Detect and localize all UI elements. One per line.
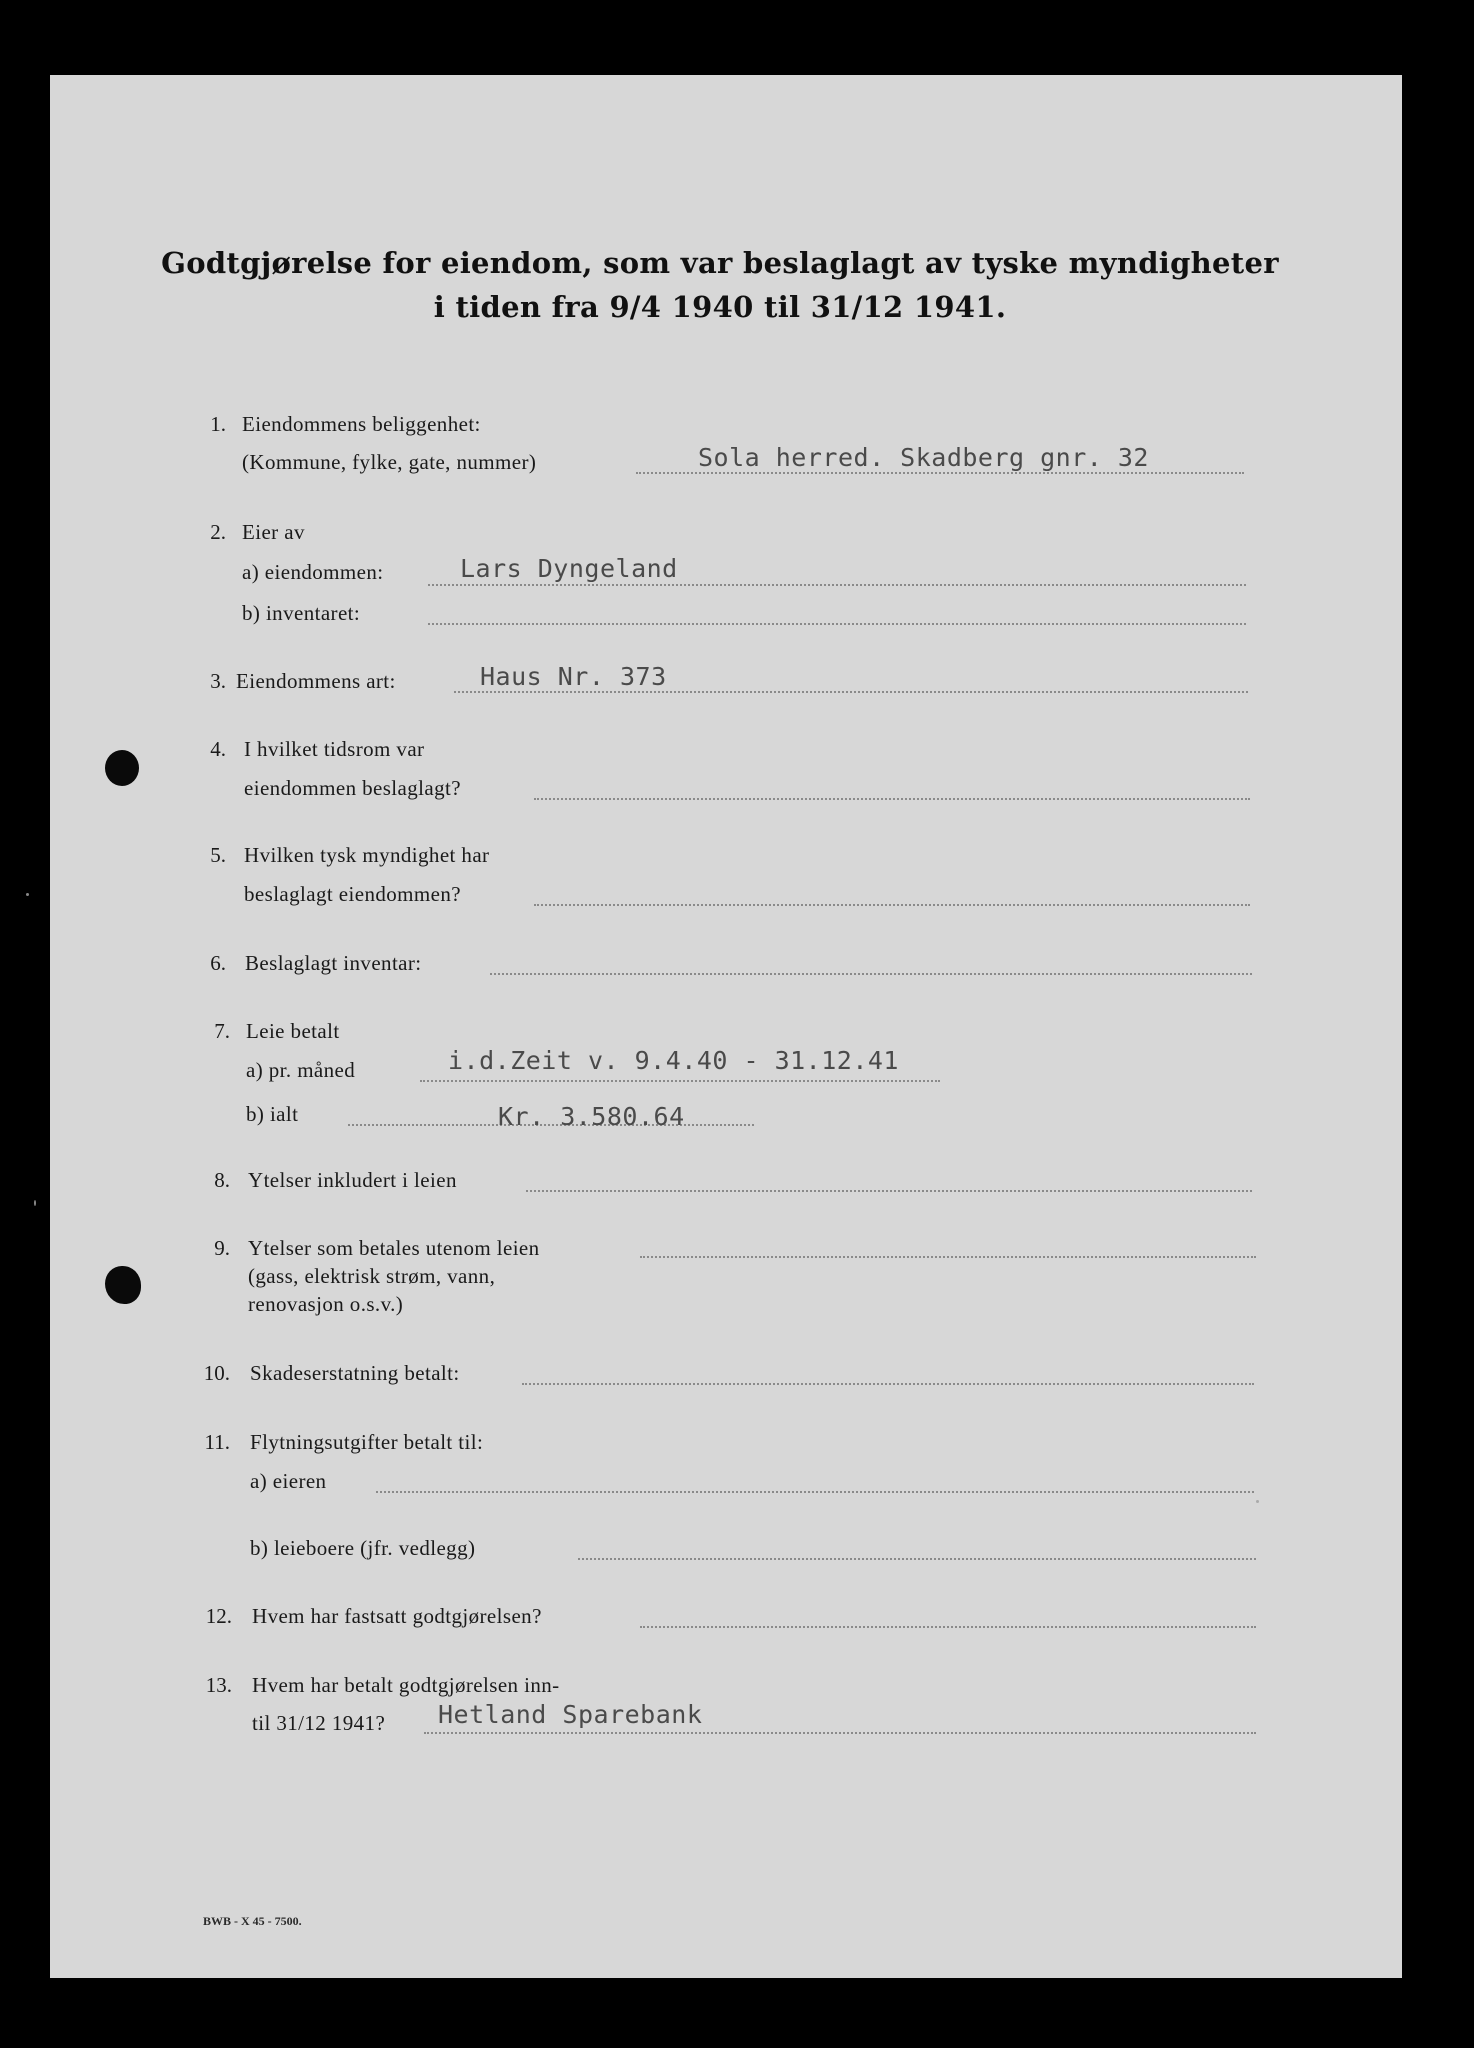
item-number: 9.	[214, 1236, 230, 1260]
item-3-fill-line	[454, 691, 1248, 693]
item-13-value: Hetland Sparebank	[438, 1700, 703, 1729]
punch-hole	[105, 750, 139, 786]
item-2-label: Eier av	[242, 520, 305, 544]
item-1-sublabel: (Kommune, fylke, gate, nummer)	[242, 450, 537, 474]
item-10-label: Skadeserstatning betalt:	[250, 1361, 460, 1385]
item-5-label: Hvilken tysk myndighet har	[244, 843, 490, 867]
item-9-sublabel-1: (gass, elektrisk strøm, vann,	[248, 1264, 496, 1288]
item-2a-value: Lars Dyngeland	[460, 554, 678, 583]
item-11-label: Flytningsutgifter betalt til:	[250, 1430, 484, 1454]
item-number: 12.	[205, 1604, 232, 1628]
item-4-sublabel: eiendommen beslaglagt?	[244, 776, 461, 800]
item-5-fill-line	[534, 904, 1250, 906]
item-7-label: Leie betalt	[246, 1019, 340, 1043]
print-code-footer: BWB - X 45 - 7500.	[203, 1914, 302, 1928]
item-number: 10.	[203, 1361, 230, 1385]
speck	[1256, 1500, 1259, 1503]
item-12-fill-line	[640, 1626, 1256, 1628]
item-number: 11.	[204, 1430, 230, 1454]
item-1-value: Sola herred. Skadberg gnr. 32	[698, 443, 1149, 472]
item-5-sublabel: beslaglagt eiendommen?	[244, 882, 461, 906]
item-6-fill-line	[490, 973, 1252, 975]
item-8-label: Ytelser inkludert i leien	[248, 1168, 457, 1192]
item-13-sublabel: til 31/12 1941?	[252, 1711, 386, 1735]
item-number: 1.	[210, 412, 226, 436]
item-number: 3.	[210, 669, 226, 693]
item-10-fill-line	[522, 1383, 1254, 1385]
item-11a-fill-line	[376, 1491, 1254, 1493]
item-11b-fill-line	[578, 1558, 1256, 1560]
item-7a-value: i.d.Zeit v. 9.4.40 - 31.12.41	[448, 1046, 899, 1075]
item-8-fill-line	[526, 1190, 1252, 1192]
form-title-line-1: Godtgjørelse for eiendom, som var beslaglagt av tyske myndigheter	[161, 246, 1279, 280]
item-4-label: I hvilket tidsrom var	[244, 737, 425, 761]
form-title-line-2: i tiden fra 9/4 1940 til 31/12 1941.	[433, 290, 1007, 324]
item-11a-label: a) eieren	[250, 1469, 327, 1493]
speck	[26, 893, 29, 896]
item-number: 6.	[210, 951, 226, 975]
item-number: 7.	[214, 1019, 230, 1043]
item-7a-label: a) pr. måned	[246, 1058, 356, 1082]
item-13-label: Hvem har betalt godtgjørelsen inn-	[252, 1673, 560, 1697]
item-4-fill-line	[534, 798, 1250, 800]
item-12-label: Hvem har fastsatt godtgjørelsen?	[252, 1604, 542, 1628]
item-7b-label: b) ialt	[246, 1102, 299, 1126]
item-1-fill-line	[636, 472, 1244, 474]
item-11b-label: b) leieboere (jfr. vedlegg)	[250, 1536, 476, 1560]
speck	[34, 1200, 36, 1206]
item-2b-fill-line	[428, 623, 1246, 625]
item-2a-fill-line	[428, 584, 1246, 586]
item-2a-label: a) eiendommen:	[242, 560, 384, 584]
item-number: 5.	[210, 843, 226, 867]
item-number: 13.	[205, 1673, 232, 1697]
item-9-label: Ytelser som betales utenom leien	[248, 1236, 540, 1260]
item-1-label: Eiendommens beliggenhet:	[242, 412, 481, 436]
item-7b-value: Kr. 3.580.64	[498, 1102, 685, 1131]
item-2b-label: b) inventaret:	[242, 601, 361, 625]
item-number: 8.	[214, 1168, 230, 1192]
item-number: 2.	[210, 520, 226, 544]
punch-hole	[105, 1266, 141, 1304]
item-9-sublabel-2: renovasjon o.s.v.)	[248, 1292, 404, 1316]
item-3-value: Haus Nr. 373	[480, 662, 667, 691]
item-3-label: Eiendommens art:	[236, 669, 396, 693]
item-7a-fill-line	[420, 1080, 940, 1082]
item-number: 4.	[210, 737, 226, 761]
item-9-fill-line	[640, 1256, 1256, 1258]
item-13-fill-line	[424, 1732, 1256, 1734]
item-6-label: Beslaglagt inventar:	[245, 951, 422, 975]
